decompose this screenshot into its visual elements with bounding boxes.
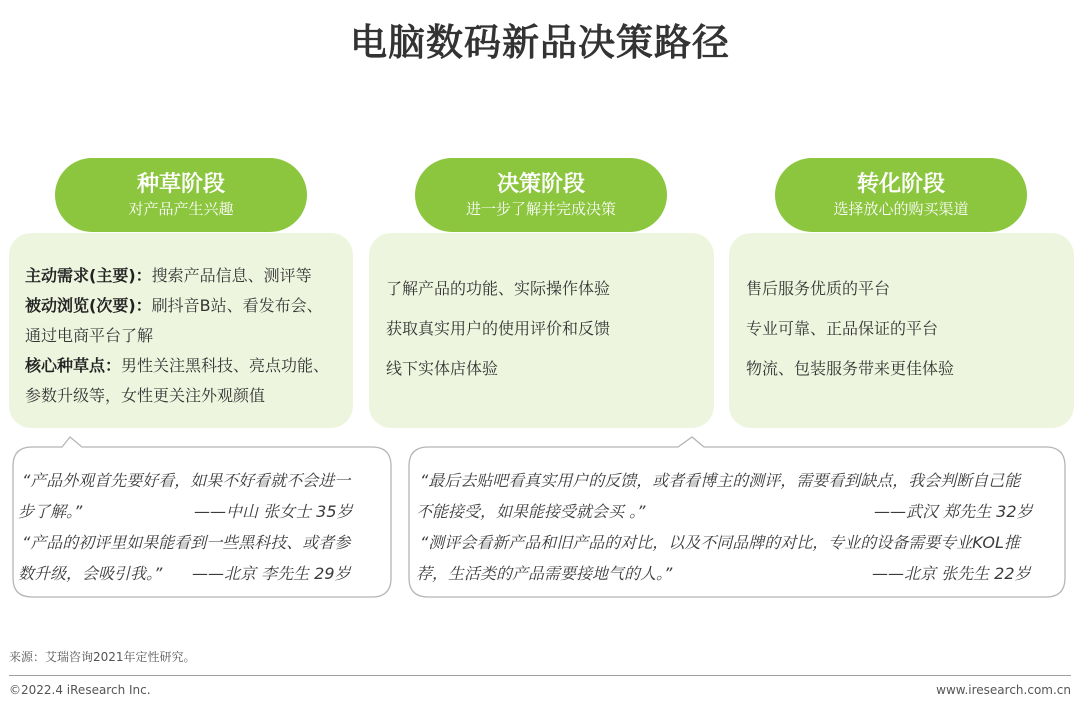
- quote-attribution: ——武汉 郑先生 32岁: [874, 502, 1033, 521]
- card-line-label: 核心种草点：: [25, 356, 122, 375]
- card-line: 物流、包装服务带来更佳体验: [746, 359, 955, 378]
- quote-bubble-right: [406, 436, 1068, 601]
- quote-attribution: ——北京 李先生 29岁: [192, 564, 351, 583]
- card-line-text: 男性关注黑科技、亮点功能、: [121, 356, 330, 375]
- stage-name: 转化阶段: [856, 172, 945, 197]
- card-line: 售后服务优质的平台: [746, 279, 891, 298]
- card-line: [25, 351, 353, 381]
- copyright: ©2022.4 iResearch Inc.: [9, 683, 151, 697]
- footer-divider: [9, 675, 1071, 676]
- stage-card-conversion: [729, 233, 1074, 428]
- stage-pill-conversion: [775, 158, 1027, 232]
- stage-name: 种草阶段: [136, 172, 225, 197]
- stage-pill-decision: [415, 158, 667, 232]
- stage-card-seeding: [9, 233, 353, 428]
- card-line-text: 刷抖音B站、看发布会、: [151, 296, 323, 315]
- card-line: 了解产品的功能、实际操作体验: [386, 279, 611, 298]
- stage-subtitle: 选择放心的购买渠道: [833, 200, 969, 218]
- stage-subtitle: 对产品产生兴趣: [128, 200, 234, 218]
- card-line: 参数升级等，女性更关注外观颜值: [25, 386, 266, 405]
- quote-line: 荐，生活类的产品需要接地气的人。”: [416, 564, 673, 583]
- card-line: 专业可靠、正品保证的平台: [746, 319, 939, 338]
- card-line: 线下实体店体验: [386, 359, 499, 378]
- card-line: [25, 291, 353, 321]
- quote-attribution: ——中山 张女士 35岁: [194, 502, 353, 521]
- quote-line: 步了解。”: [18, 502, 83, 521]
- card-line-label: 主动需求(主要)：: [25, 266, 152, 285]
- quote-line: “最后去贴吧看真实用户的反馈，或者看博主的测评，需要看到缺点，我会判断自己能: [420, 471, 1021, 490]
- source-note: 来源：艾瑞咨询2021年定性研究。: [9, 650, 196, 664]
- stage-subtitle: 进一步了解并完成决策: [465, 200, 616, 218]
- quote-bubble-left: [10, 436, 394, 601]
- quote-attribution: ——北京 张先生 22岁: [872, 564, 1031, 583]
- quote-line: 数升级，会吸引我。”: [18, 564, 163, 583]
- website-link[interactable]: www.iresearch.com.cn: [936, 683, 1071, 697]
- page-title: 电脑数码新品决策路径: [350, 21, 730, 64]
- stage-pill-seeding: [55, 158, 307, 232]
- quote-line: “产品外观首先要好看，如果不好看就不会进一: [22, 471, 351, 490]
- card-line-text: 搜索产品信息、测评等: [151, 266, 312, 285]
- card-line: 获取真实用户的使用评价和反馈: [386, 319, 611, 338]
- quote-line: “产品的初评里如果能看到一些黑科技、或者参: [22, 533, 351, 552]
- quote-line: “测评会看新产品和旧产品的对比，以及不同品牌的对比，专业的设备需要专业KOL推: [420, 533, 1020, 552]
- card-line: 通过电商平台了解: [25, 326, 154, 345]
- card-line: [25, 261, 353, 291]
- quote-line: 不能接受，如果能接受就会买 。”: [416, 502, 646, 521]
- stage-card-decision: [369, 233, 714, 428]
- stage-name: 决策阶段: [496, 172, 585, 197]
- card-line-label: 被动浏览(次要)：: [25, 296, 152, 315]
